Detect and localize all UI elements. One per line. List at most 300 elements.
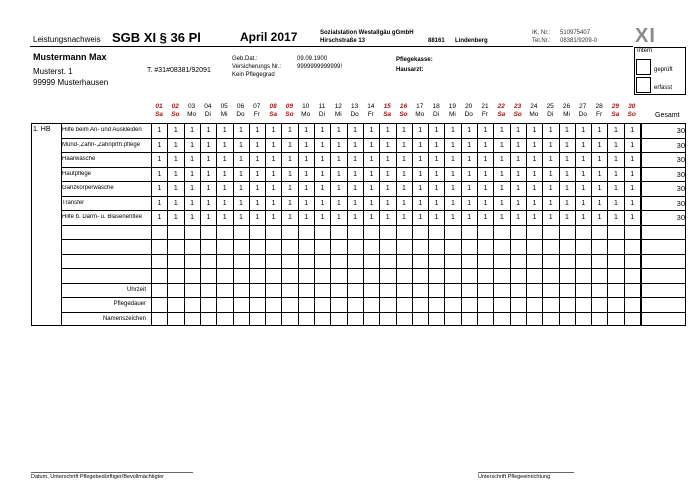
- service-cell[interactable]: 1: [206, 127, 211, 134]
- service-cell[interactable]: 1: [271, 127, 276, 134]
- service-cell[interactable]: 1: [369, 127, 374, 134]
- service-cell[interactable]: 1: [532, 141, 537, 149]
- service-cell[interactable]: 1: [434, 127, 439, 134]
- day-number: 28: [595, 103, 603, 110]
- service-cell[interactable]: 1: [516, 199, 521, 207]
- service-cell[interactable]: 1: [206, 141, 211, 149]
- service-cell[interactable]: 1: [548, 156, 553, 163]
- service-cell[interactable]: 1: [369, 141, 374, 149]
- service-cell[interactable]: 1: [499, 127, 504, 134]
- day-number: 05: [220, 103, 228, 110]
- service-cell[interactable]: 1: [418, 141, 423, 149]
- service-cell[interactable]: 1: [548, 185, 553, 192]
- signature-line-left: [31, 472, 193, 473]
- service-cell[interactable]: 1: [418, 199, 423, 207]
- service-cell[interactable]: 1: [516, 127, 521, 134]
- service-cell[interactable]: 1: [353, 156, 358, 163]
- service-cell[interactable]: 1: [190, 156, 195, 163]
- service-cell[interactable]: 1: [320, 127, 325, 134]
- day-weekday: Do: [578, 111, 587, 118]
- service-cell[interactable]: 1: [287, 185, 292, 192]
- service-cell[interactable]: 1: [630, 214, 635, 221]
- service-total: 30: [676, 198, 685, 208]
- service-cell[interactable]: 1: [434, 170, 439, 178]
- day-column-divider: [607, 123, 608, 326]
- service-cell[interactable]: 1: [385, 156, 390, 163]
- service-cell[interactable]: 1: [581, 156, 586, 163]
- day-column-divider: [265, 123, 266, 326]
- service-cell[interactable]: 1: [173, 156, 178, 163]
- day-number: 29: [611, 103, 619, 110]
- service-cell[interactable]: 1: [287, 214, 292, 221]
- xi-badge: XI: [635, 25, 656, 47]
- service-cell[interactable]: 1: [450, 170, 455, 178]
- service-cell[interactable]: 1: [613, 185, 618, 192]
- row-divider: [61, 268, 686, 269]
- row-divider: [61, 167, 686, 168]
- day-number: 25: [546, 103, 554, 110]
- service-cell[interactable]: 1: [369, 170, 374, 178]
- service-cell[interactable]: 1: [499, 185, 504, 192]
- service-cell[interactable]: 1: [206, 214, 211, 221]
- service-cell[interactable]: 1: [483, 170, 488, 178]
- day-weekday: Di: [318, 111, 326, 118]
- service-cell[interactable]: 1: [239, 214, 243, 221]
- service-cell[interactable]: 1: [336, 185, 341, 192]
- patient-city: 99999 Musterhausen: [33, 78, 109, 87]
- service-cell[interactable]: 1: [418, 170, 423, 178]
- service-cell[interactable]: 1: [499, 170, 504, 178]
- service-total: 30: [676, 126, 685, 135]
- service-cell[interactable]: 1: [336, 156, 341, 163]
- service-cell[interactable]: 1: [434, 199, 439, 207]
- service-cell[interactable]: 1: [157, 127, 162, 134]
- service-cell[interactable]: 1: [353, 127, 358, 134]
- service-cell[interactable]: 1: [304, 141, 309, 149]
- check-erfasst-label: erfasst: [654, 85, 673, 91]
- service-total: 30: [676, 184, 685, 193]
- day-number: 26: [562, 103, 571, 110]
- service-cell[interactable]: 1: [320, 141, 325, 149]
- service-cell[interactable]: 1: [320, 185, 325, 192]
- service-cell[interactable]: 1: [565, 170, 569, 178]
- service-cell[interactable]: 1: [255, 156, 260, 163]
- day-weekday: Di: [204, 111, 211, 118]
- service-cell[interactable]: 1: [434, 185, 439, 192]
- service-cell[interactable]: 1: [385, 199, 390, 207]
- service-cell[interactable]: 1: [581, 127, 586, 134]
- service-cell[interactable]: 1: [418, 214, 423, 221]
- service-cell[interactable]: 1: [255, 170, 260, 178]
- service-cell[interactable]: 1: [385, 141, 390, 149]
- row-divider: [61, 210, 686, 211]
- service-cell[interactable]: 1: [630, 170, 635, 178]
- day-column-divider: [298, 123, 299, 326]
- day-weekday: Mi: [448, 111, 456, 118]
- group-label: 1. HB: [33, 126, 51, 133]
- service-cell[interactable]: 1: [630, 156, 635, 163]
- day-column-divider: [591, 123, 592, 326]
- service-cell[interactable]: 1: [157, 199, 162, 207]
- service-cell[interactable]: 1: [499, 214, 504, 221]
- service-cell[interactable]: 1: [613, 127, 618, 134]
- service-cell[interactable]: 1: [548, 141, 553, 149]
- service-cell[interactable]: 1: [206, 185, 211, 192]
- service-cell[interactable]: 1: [255, 127, 260, 134]
- service-cell[interactable]: 1: [418, 127, 423, 134]
- service-cell[interactable]: 1: [173, 185, 178, 192]
- service-cell[interactable]: 1: [402, 156, 406, 163]
- service-cell[interactable]: 1: [173, 141, 178, 149]
- day-weekday: So: [171, 111, 180, 118]
- service-cell[interactable]: 1: [467, 156, 472, 163]
- dob-label: Geb.Dat.:: [232, 56, 258, 62]
- service-cell[interactable]: 1: [402, 141, 406, 149]
- service-cell[interactable]: 1: [499, 141, 504, 149]
- service-cell[interactable]: 1: [157, 185, 162, 192]
- service-cell[interactable]: 1: [190, 170, 195, 178]
- service-cell[interactable]: 1: [206, 170, 211, 178]
- service-cell[interactable]: 1: [271, 199, 276, 207]
- service-cell[interactable]: 1: [483, 185, 488, 192]
- service-cell[interactable]: 1: [287, 170, 292, 178]
- service-cell[interactable]: 1: [581, 141, 586, 149]
- check-geprueft-label: geprüft: [654, 67, 673, 73]
- day-weekday: Mi: [220, 111, 228, 118]
- service-label: Mund-,Zahn-,Zahnprth.pflege: [62, 141, 141, 148]
- service-cell[interactable]: 1: [320, 214, 325, 221]
- provider-city: Lindenberg: [455, 38, 488, 44]
- row-divider: [61, 152, 686, 153]
- service-label: Haarwäsche: [62, 156, 96, 162]
- service-cell[interactable]: 1: [255, 141, 260, 149]
- day-number: 07: [253, 103, 261, 110]
- service-cell[interactable]: 1: [565, 127, 569, 134]
- row-divider: [61, 181, 686, 182]
- service-cell[interactable]: 1: [630, 199, 635, 207]
- day-weekday: Do: [236, 111, 245, 118]
- service-cell[interactable]: 1: [287, 141, 292, 149]
- service-cell[interactable]: 1: [157, 141, 162, 149]
- service-cell[interactable]: 1: [190, 127, 195, 134]
- row-divider: [61, 283, 686, 284]
- row-divider: [61, 138, 686, 139]
- service-cell[interactable]: 1: [630, 127, 635, 134]
- service-cell[interactable]: 1: [222, 185, 227, 192]
- service-cell[interactable]: 1: [581, 199, 586, 207]
- day-column-divider: [461, 123, 462, 326]
- service-cell[interactable]: 1: [157, 156, 162, 163]
- service-cell[interactable]: 1: [483, 214, 488, 221]
- day-number: 03: [187, 103, 196, 110]
- service-cell[interactable]: 1: [336, 141, 341, 149]
- service-cell[interactable]: 1: [597, 127, 602, 134]
- day-weekday: Mi: [563, 111, 570, 118]
- service-cell[interactable]: 1: [450, 156, 455, 163]
- service-cell[interactable]: 1: [548, 170, 553, 178]
- service-cell[interactable]: 1: [450, 199, 455, 207]
- service-cell[interactable]: 1: [320, 170, 325, 178]
- service-cell[interactable]: 1: [255, 214, 260, 221]
- day-weekday: So: [513, 111, 522, 118]
- service-cell[interactable]: 1: [532, 156, 537, 163]
- service-cell[interactable]: 1: [467, 141, 472, 149]
- service-cell[interactable]: 1: [271, 156, 276, 163]
- day-number: 01: [155, 103, 163, 110]
- service-cell[interactable]: 1: [287, 199, 292, 207]
- service-cell[interactable]: 1: [222, 199, 227, 207]
- service-cell[interactable]: 1: [239, 170, 243, 178]
- checkbox-erfasst[interactable]: [636, 77, 651, 93]
- service-cell[interactable]: 1: [206, 156, 211, 163]
- service-cell[interactable]: 1: [222, 156, 227, 163]
- service-cell[interactable]: 1: [548, 127, 553, 134]
- service-cell[interactable]: 1: [597, 170, 602, 178]
- service-cell[interactable]: 1: [271, 170, 276, 178]
- service-cell[interactable]: 1: [581, 170, 586, 178]
- service-cell[interactable]: 1: [336, 214, 341, 221]
- service-cell[interactable]: 1: [271, 185, 276, 192]
- checkbox-geprueft[interactable]: [636, 59, 651, 75]
- service-cell[interactable]: 1: [402, 127, 406, 134]
- row-divider: [61, 312, 686, 313]
- service-cell[interactable]: 1: [271, 214, 276, 221]
- day-weekday: Fr: [367, 111, 374, 118]
- service-cell[interactable]: 1: [532, 214, 537, 221]
- service-cell[interactable]: 1: [304, 170, 309, 178]
- day-column-divider: [200, 123, 201, 326]
- service-cell[interactable]: 1: [434, 141, 439, 149]
- service-cell[interactable]: 1: [516, 170, 521, 178]
- label-column-divider: [61, 123, 62, 326]
- service-cell[interactable]: 1: [418, 156, 423, 163]
- service-cell[interactable]: 1: [190, 199, 195, 207]
- day-weekday: Mo: [415, 111, 425, 118]
- service-cell[interactable]: 1: [222, 141, 227, 149]
- day-column-divider: [624, 123, 625, 326]
- service-cell[interactable]: 1: [271, 141, 276, 149]
- service-cell[interactable]: 1: [239, 199, 243, 207]
- service-cell[interactable]: 1: [287, 156, 292, 163]
- service-cell[interactable]: 1: [483, 199, 488, 207]
- service-total: 30: [676, 213, 685, 222]
- service-cell[interactable]: 1: [157, 170, 162, 178]
- service-cell[interactable]: 1: [630, 185, 635, 192]
- signature-line-right: [478, 472, 574, 473]
- service-cell[interactable]: 1: [630, 141, 635, 149]
- insurance-label: Versicherungs Nr.:: [232, 64, 282, 70]
- service-cell[interactable]: 1: [336, 199, 341, 207]
- day-number: 04: [204, 103, 212, 110]
- service-cell[interactable]: 1: [385, 170, 390, 178]
- service-cell[interactable]: 1: [239, 156, 243, 163]
- service-cell[interactable]: 1: [353, 199, 358, 207]
- service-cell[interactable]: 1: [369, 199, 374, 207]
- service-cell[interactable]: 1: [222, 127, 227, 134]
- service-cell[interactable]: 1: [206, 199, 211, 207]
- service-cell[interactable]: 1: [532, 170, 537, 178]
- day-weekday: Sa: [269, 111, 278, 118]
- service-cell[interactable]: 1: [239, 127, 243, 134]
- day-column-divider: [379, 123, 380, 326]
- service-cell[interactable]: 1: [353, 141, 358, 149]
- day-weekday: Sa: [611, 111, 620, 118]
- service-cell[interactable]: 1: [320, 156, 325, 163]
- service-cell[interactable]: 1: [467, 170, 472, 178]
- day-column-divider: [151, 123, 152, 326]
- service-cell[interactable]: 1: [597, 214, 602, 221]
- service-cell[interactable]: 1: [304, 127, 309, 134]
- day-column-divider: [559, 123, 560, 326]
- service-total: 30: [676, 169, 685, 179]
- service-cell[interactable]: 1: [173, 214, 178, 221]
- service-cell[interactable]: 1: [173, 127, 178, 134]
- service-cell[interactable]: 1: [532, 185, 537, 192]
- service-cell[interactable]: 1: [304, 199, 309, 207]
- service-cell[interactable]: 1: [320, 199, 325, 207]
- service-cell[interactable]: 1: [516, 185, 521, 192]
- service-cell[interactable]: 1: [516, 141, 521, 149]
- day-number: 17: [416, 103, 424, 110]
- service-cell[interactable]: 1: [613, 214, 618, 221]
- service-cell[interactable]: 1: [255, 185, 260, 192]
- day-column-divider: [167, 123, 168, 326]
- service-cell[interactable]: 1: [369, 185, 374, 192]
- day-number: 15: [383, 103, 391, 110]
- service-cell[interactable]: 1: [353, 185, 358, 192]
- service-cell[interactable]: 1: [581, 214, 586, 221]
- day-number: 08: [269, 103, 277, 110]
- day-weekday: Sa: [155, 111, 163, 118]
- service-cell[interactable]: 1: [450, 214, 455, 221]
- service-cell[interactable]: 1: [565, 185, 569, 192]
- day-number: 02: [171, 103, 179, 110]
- service-cell[interactable]: 1: [402, 214, 406, 221]
- service-cell[interactable]: 1: [239, 185, 243, 192]
- day-number: 27: [579, 103, 587, 110]
- service-cell[interactable]: 1: [516, 214, 521, 221]
- check-intern-label: Intern: [637, 48, 653, 54]
- service-cell[interactable]: 1: [613, 170, 618, 178]
- service-cell[interactable]: 1: [483, 127, 488, 134]
- service-cell[interactable]: 1: [385, 185, 390, 192]
- service-cell[interactable]: 1: [385, 214, 390, 221]
- service-cell[interactable]: 1: [467, 127, 472, 134]
- service-cell[interactable]: 1: [499, 156, 504, 163]
- row-divider: [61, 297, 686, 298]
- service-cell[interactable]: 1: [597, 141, 602, 149]
- service-cell[interactable]: 1: [532, 127, 537, 134]
- service-cell[interactable]: 1: [597, 185, 602, 192]
- service-cell[interactable]: 1: [402, 170, 406, 178]
- service-cell[interactable]: 1: [548, 199, 553, 207]
- service-cell[interactable]: 1: [532, 199, 537, 207]
- day-column-divider: [477, 123, 478, 326]
- service-cell[interactable]: 1: [369, 156, 374, 163]
- service-cell[interactable]: 1: [402, 185, 406, 192]
- service-cell[interactable]: 1: [385, 127, 390, 134]
- day-column-divider: [184, 123, 185, 326]
- day-column-divider: [249, 123, 250, 326]
- service-cell[interactable]: 1: [467, 199, 472, 207]
- service-total: 30: [676, 155, 685, 164]
- day-weekday: Fr: [481, 111, 489, 118]
- day-column-divider: [412, 123, 413, 326]
- service-cell[interactable]: 1: [499, 199, 504, 207]
- service-cell[interactable]: 1: [336, 127, 341, 134]
- service-cell[interactable]: 1: [173, 170, 178, 178]
- provider-name: Sozialstation Westallgäu gGmbH: [320, 30, 414, 36]
- service-cell[interactable]: 1: [239, 141, 243, 149]
- service-cell[interactable]: 1: [467, 185, 472, 192]
- day-column-divider: [281, 123, 282, 326]
- service-cell[interactable]: 1: [483, 156, 488, 163]
- service-cell[interactable]: 1: [434, 156, 439, 163]
- service-cell[interactable]: 1: [353, 170, 358, 178]
- service-cell[interactable]: 1: [565, 141, 569, 149]
- service-cell[interactable]: 1: [353, 214, 358, 221]
- day-number: 24: [530, 103, 538, 110]
- service-cell[interactable]: 1: [304, 156, 309, 163]
- service-cell[interactable]: 1: [190, 185, 195, 192]
- service-cell[interactable]: 1: [565, 199, 569, 207]
- day-weekday: Di: [547, 111, 554, 118]
- day-weekday: Sa: [383, 111, 392, 118]
- service-cell[interactable]: 1: [157, 214, 162, 221]
- service-cell[interactable]: 1: [190, 214, 195, 221]
- service-cell[interactable]: 1: [613, 141, 618, 149]
- service-cell[interactable]: 1: [304, 185, 309, 192]
- service-cell[interactable]: 1: [434, 214, 439, 221]
- service-cell[interactable]: 1: [450, 127, 455, 134]
- service-cell[interactable]: 1: [336, 170, 341, 178]
- service-cell[interactable]: 1: [565, 156, 569, 163]
- service-cell[interactable]: 1: [402, 199, 406, 207]
- service-cell[interactable]: 1: [369, 214, 374, 221]
- patient-name: Mustermann Max: [33, 52, 107, 62]
- service-cell[interactable]: 1: [287, 127, 292, 134]
- service-cell[interactable]: 1: [548, 214, 553, 221]
- service-cell[interactable]: 1: [450, 141, 455, 149]
- patient-phone: T. #31#08381/92091: [147, 67, 211, 74]
- day-column-divider: [233, 123, 234, 326]
- service-cell[interactable]: 1: [565, 214, 569, 221]
- day-weekday: Mo: [529, 111, 539, 118]
- service-cell[interactable]: 1: [418, 185, 423, 192]
- service-cell[interactable]: 1: [597, 199, 602, 207]
- service-cell[interactable]: 1: [613, 199, 618, 207]
- service-cell[interactable]: 1: [516, 156, 521, 163]
- service-cell[interactable]: 1: [190, 141, 195, 149]
- service-cell[interactable]: 1: [467, 214, 472, 221]
- service-cell[interactable]: 1: [581, 185, 586, 192]
- service-cell[interactable]: 1: [483, 141, 488, 149]
- form-label: Leistungsnachweis: [33, 35, 101, 44]
- day-column-divider: [510, 123, 511, 326]
- service-cell[interactable]: 1: [613, 156, 618, 163]
- row-divider: [61, 225, 686, 226]
- day-number: 23: [513, 103, 522, 110]
- service-cell[interactable]: 1: [450, 185, 455, 192]
- service-cell[interactable]: 1: [304, 214, 309, 221]
- service-label: Hautpflege: [62, 170, 92, 177]
- service-cell[interactable]: 1: [222, 170, 227, 178]
- service-cell[interactable]: 1: [255, 199, 260, 207]
- service-cell[interactable]: 1: [597, 156, 602, 163]
- service-cell[interactable]: 1: [173, 199, 178, 207]
- day-weekday: Fr: [253, 111, 260, 118]
- service-cell[interactable]: 1: [222, 214, 227, 221]
